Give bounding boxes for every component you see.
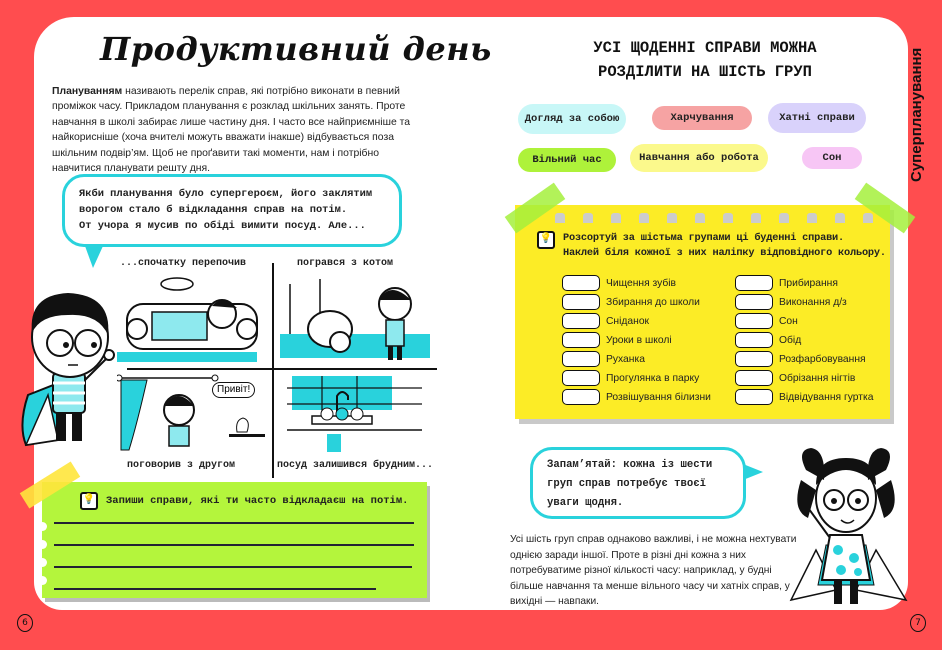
page-number-right: 7 xyxy=(910,614,926,632)
bubble-tail xyxy=(743,464,763,480)
task-item[interactable] xyxy=(562,275,676,291)
page-title: Продуктивний день xyxy=(100,30,492,68)
task-item[interactable] xyxy=(562,351,645,367)
girl-superhero-icon xyxy=(786,440,911,610)
title-line: УСІ ЩОДЕННІ СПРАВИ МОЖНА xyxy=(593,39,817,57)
task-label: Прибирання xyxy=(779,277,838,289)
bubble-line: ворогом стало б відкладання справ на потім. xyxy=(79,204,348,216)
task-label: Відвідування гуртка xyxy=(779,391,874,403)
sticker-box[interactable] xyxy=(735,313,773,329)
task-label: Сон xyxy=(779,315,798,327)
task-item[interactable] xyxy=(562,370,699,386)
boy-with-cat-icon xyxy=(280,274,435,366)
task-item[interactable] xyxy=(735,294,847,310)
right-exercise-note xyxy=(515,205,890,419)
girl-speech-bubble xyxy=(530,447,746,519)
sticker-box[interactable] xyxy=(562,370,600,386)
task-item[interactable] xyxy=(735,313,798,329)
answer-line[interactable] xyxy=(54,544,414,546)
group-pill-self-care: Догляд за собою xyxy=(518,104,626,134)
task-label: Розвішування білизни xyxy=(606,391,711,403)
sticker-box[interactable] xyxy=(735,389,773,405)
left-exercise-note xyxy=(42,482,427,598)
sleeping-boy-icon xyxy=(117,274,267,364)
panel-caption: поговорив з другом xyxy=(127,460,236,471)
group-pill-food: Харчування xyxy=(652,106,752,130)
exercise-prompt-line: Розсортуй за шістьма групами ці буденні справи. xyxy=(563,232,845,244)
lightbulb-icon: 💡 xyxy=(80,492,98,510)
task-item[interactable] xyxy=(735,389,873,405)
panel-caption: ...спочатку перепочив xyxy=(120,258,247,269)
sticker-box[interactable] xyxy=(735,370,773,386)
sticker-box[interactable] xyxy=(562,332,600,348)
sticker-box[interactable] xyxy=(562,294,600,310)
boy-speech-bubble xyxy=(62,174,402,247)
bubble-line: уваги щодня. xyxy=(547,497,624,509)
task-label: Руханка xyxy=(606,353,645,365)
outro-paragraph: Усі шість груп справ однаково важливі, і не можна нехтувати однією заради іншої. Проте в різні дні кожна з них потребуватиме різної кількості часу: наприклад, у будні більше навчання та менше вільного часу чи хатніх справ, у вихідні — навпаки. xyxy=(510,534,797,608)
sticker-box[interactable] xyxy=(562,275,600,291)
sticker-box[interactable] xyxy=(735,275,773,291)
right-page-title xyxy=(555,36,855,84)
bubble-line: Якби планування було супергероєм, його заклятим xyxy=(79,188,373,200)
task-label: Чищення зубів xyxy=(606,277,677,289)
exercise-prompt-line: Наклей біля кожної з них наліпку відповідного кольору. xyxy=(563,247,886,259)
task-label: Розфарбовування xyxy=(779,353,866,365)
group-pill-study: Навчання або робота xyxy=(630,144,768,172)
intro-text: називають перелік справ, які потрібно виконати в певний проміжок часу. Прикладом планування є розклад шкільних занять. Проте навчання в школі забирає лише частину дня. І часто все найприємніше та найкорисніше (хоча вчителі можуть вважати інакше) відбувається поза шкільним подвір’ям. Щоб не проґавити такі моменти, нам і потрібно навчитися планувати решту дня. xyxy=(52,86,411,175)
page-number-left: 6 xyxy=(17,614,33,632)
task-item[interactable] xyxy=(735,275,838,291)
group-pill-free-time: Вільний час xyxy=(518,148,616,172)
section-title: Суперпланування xyxy=(908,47,925,183)
task-label: Сніданок xyxy=(606,315,650,327)
group-pill-sleep: Сон xyxy=(802,147,862,169)
task-label: Обід xyxy=(779,334,802,346)
task-item[interactable] xyxy=(562,294,700,310)
task-item[interactable] xyxy=(562,332,672,348)
task-label: Прогулянка в парку xyxy=(606,372,700,384)
task-item[interactable] xyxy=(562,389,711,405)
sticker-box[interactable] xyxy=(562,389,600,405)
task-item[interactable] xyxy=(562,313,649,329)
intro-paragraph xyxy=(52,84,414,176)
task-label: Збирання до школи xyxy=(606,296,700,308)
answer-line[interactable] xyxy=(54,522,414,524)
bubble-line: груп справ потребує твоєї xyxy=(547,478,706,490)
answer-line[interactable] xyxy=(54,588,376,590)
comic-divider xyxy=(127,368,437,370)
sticker-box[interactable] xyxy=(735,332,773,348)
group-pill-housework: Хатні справи xyxy=(768,103,866,133)
comic-strip xyxy=(112,258,437,478)
panel-caption: посуд залишився брудним... xyxy=(277,460,434,471)
sticker-box[interactable] xyxy=(562,313,600,329)
task-item[interactable] xyxy=(735,351,866,367)
task-item[interactable] xyxy=(735,370,855,386)
task-label: Обрізання нігтів xyxy=(779,372,856,384)
boy-superhero-icon xyxy=(8,265,118,455)
answer-line[interactable] xyxy=(54,566,412,568)
exercise-prompt: Запиши справи, які ти часто відкладаєш на потім. xyxy=(106,495,409,507)
speech-privit: Привіт! xyxy=(212,382,255,398)
bubble-line: От учора я мусив по обіді вимити посуд. Але... xyxy=(79,220,366,232)
dirty-dishes-icon xyxy=(282,374,432,454)
comic-divider xyxy=(272,263,274,478)
lightbulb-icon: 💡 xyxy=(537,231,555,249)
task-item[interactable] xyxy=(735,332,801,348)
sticker-box[interactable] xyxy=(735,351,773,367)
title-line: РОЗДІЛИТИ НА ШІСТЬ ГРУП xyxy=(598,63,812,81)
task-label: Виконання д/з xyxy=(779,296,847,308)
panel-caption: погрався з котом xyxy=(297,258,394,269)
task-label: Уроки в школі xyxy=(606,334,672,346)
intro-term: Плануванням xyxy=(52,86,123,97)
sticker-box[interactable] xyxy=(735,294,773,310)
sticker-box[interactable] xyxy=(562,351,600,367)
bubble-line: Запам’ятай: кожна із шести xyxy=(547,459,713,471)
